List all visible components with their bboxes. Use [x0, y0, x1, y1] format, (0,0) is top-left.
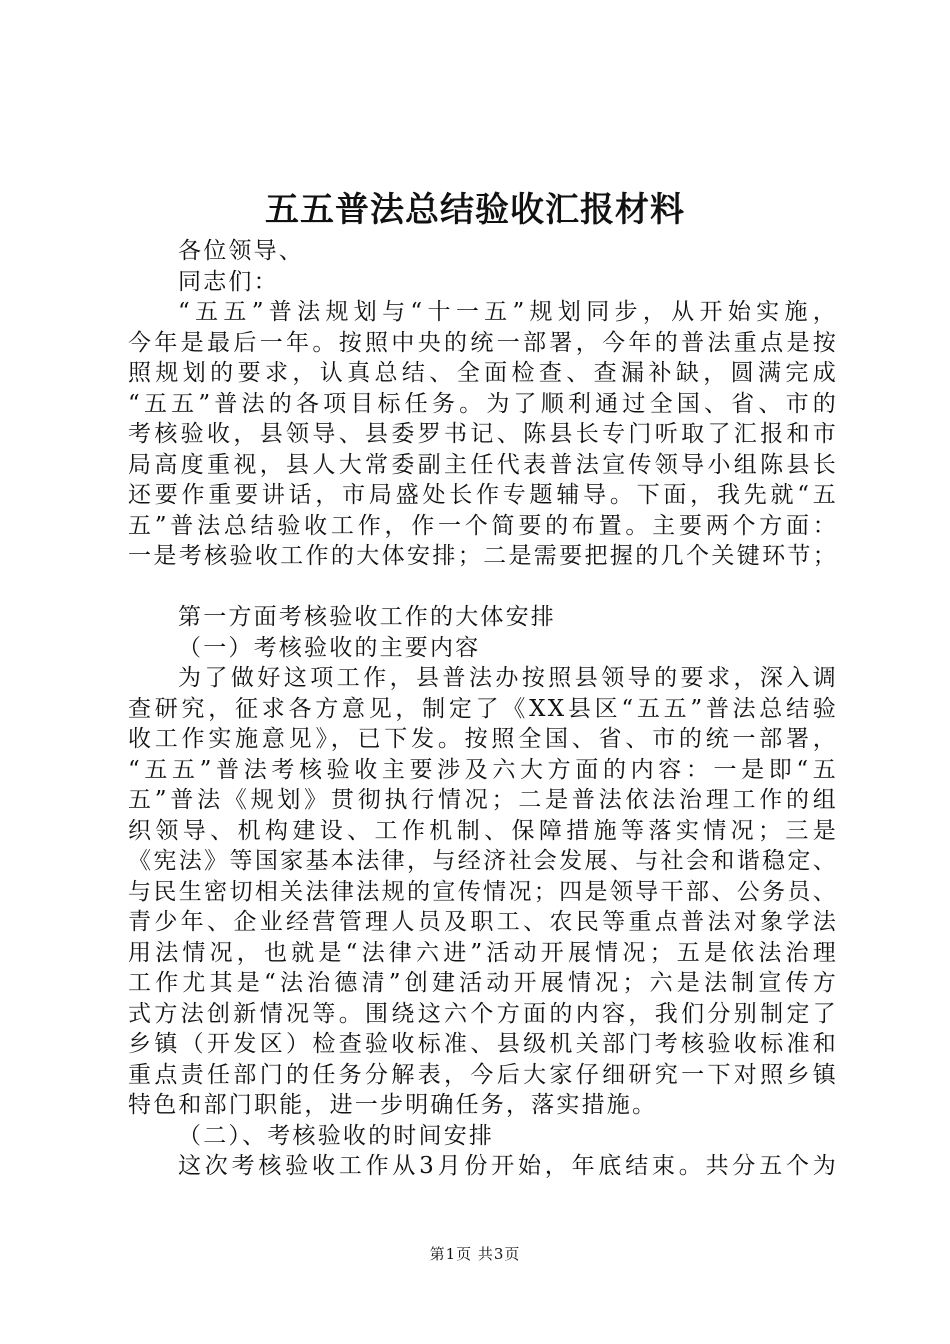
section-heading: 第一方面考核验收工作的大体安排: [178, 604, 556, 630]
paragraph-line: 一是考核验收工作的大体安排；二是需要把握的几个关键环节；: [128, 543, 838, 569]
paragraph-line: “五五”普法考核验收主要涉及六大方面的内容：一是即“五: [128, 756, 838, 783]
paragraph-line: “五五”普法的各项目标任务。为了顺利通过全国、省、市的: [128, 390, 838, 417]
salutation-line: 各位领导、: [178, 238, 304, 264]
paragraph-line: 青少年、企业经营管理人员及职工、农民等重点普法对象学法: [128, 909, 838, 935]
document-body: [128, 236, 838, 1182]
paragraph-line: 重点责任部门的任务分解表，今后大家仔细研究一下对照乡镇: [128, 1061, 838, 1088]
paragraph-line: “五五”普法规划与“十一五”规划同步，从开始实施，: [178, 299, 838, 325]
page-number-footer: 第1页 共3页: [429, 1245, 521, 1263]
paragraph-line: 考核验收，县领导、县委罗书记、陈县长专门听取了汇报和市: [128, 421, 838, 447]
paragraph-line: 照规划的要求，认真总结、全面检查、查漏补缺，圆满完成: [128, 360, 838, 386]
paragraph-line: 织领导、机构建设、工作机制、保障措施等落实情况；三是: [128, 817, 838, 844]
paragraph-line: 工作尤其是“法治德清”创建活动开展情况；六是法制宣传方: [128, 970, 838, 996]
paragraph-line: 式方法创新情况等。围绕这六个方面的内容，我们分别制定了: [128, 1000, 838, 1027]
paragraph-line: 乡镇（开发区）检查验收标准、县级机关部门考核验收标准和: [128, 1031, 838, 1057]
paragraph-line: 还要作重要讲话，市局盛处长作专题辅导。下面，我先就“五: [128, 482, 838, 508]
document-title: 五五普法总结验收汇报材料: [265, 190, 685, 230]
paragraph-line: 今年是最后一年。按照中央的统一部署，今年的普法重点是按: [128, 329, 838, 356]
paragraph-line: 与民生密切相关法律法规的宣传情况；四是领导干部、公务员、: [128, 878, 838, 905]
paragraph-line: 五”普法总结验收工作，作一个简要的布置。主要两个方面：: [128, 512, 838, 539]
paragraph-1: [128, 297, 838, 572]
blank-line: [128, 572, 838, 603]
paragraph-line: 五”普法《规划》贯彻执行情况；二是普法依法治理工作的组: [128, 787, 838, 813]
paragraph-line: 这次考核验收工作从3月份开始，年底结束。共分五个为: [178, 1153, 838, 1179]
paragraph-line: 收工作实施意见》，已下发。按照全国、省、市的统一部署，: [128, 726, 838, 752]
paragraph-3: [128, 1151, 838, 1182]
paragraph-line: 查研究，征求各方意见，制定了《XX县区“五五”普法总结验: [128, 695, 838, 722]
paragraph-2: [128, 663, 838, 1121]
paragraph-line: 局高度重视，县人大常委副主任代表普法宣传领导小组陈县长: [128, 451, 838, 478]
paragraph-line: 用法情况，也就是“法律六进”活动开展情况；五是依法治理: [128, 939, 838, 966]
subsection-heading: （二）、考核验收的时间安排: [178, 1122, 495, 1149]
salutation-line: 同志们：: [178, 268, 279, 295]
paragraph-line: 为了做好这项工作，县普法办按照县领导的要求，深入调: [178, 665, 838, 691]
subsection-heading: （一）考核验收的主要内容: [178, 634, 481, 661]
paragraph-line: 特色和部门职能，进一步明确任务，落实措施。: [128, 1092, 658, 1118]
paragraph-line: 《宪法》等国家基本法律，与经济社会发展、与社会和谐稳定、: [128, 848, 838, 874]
